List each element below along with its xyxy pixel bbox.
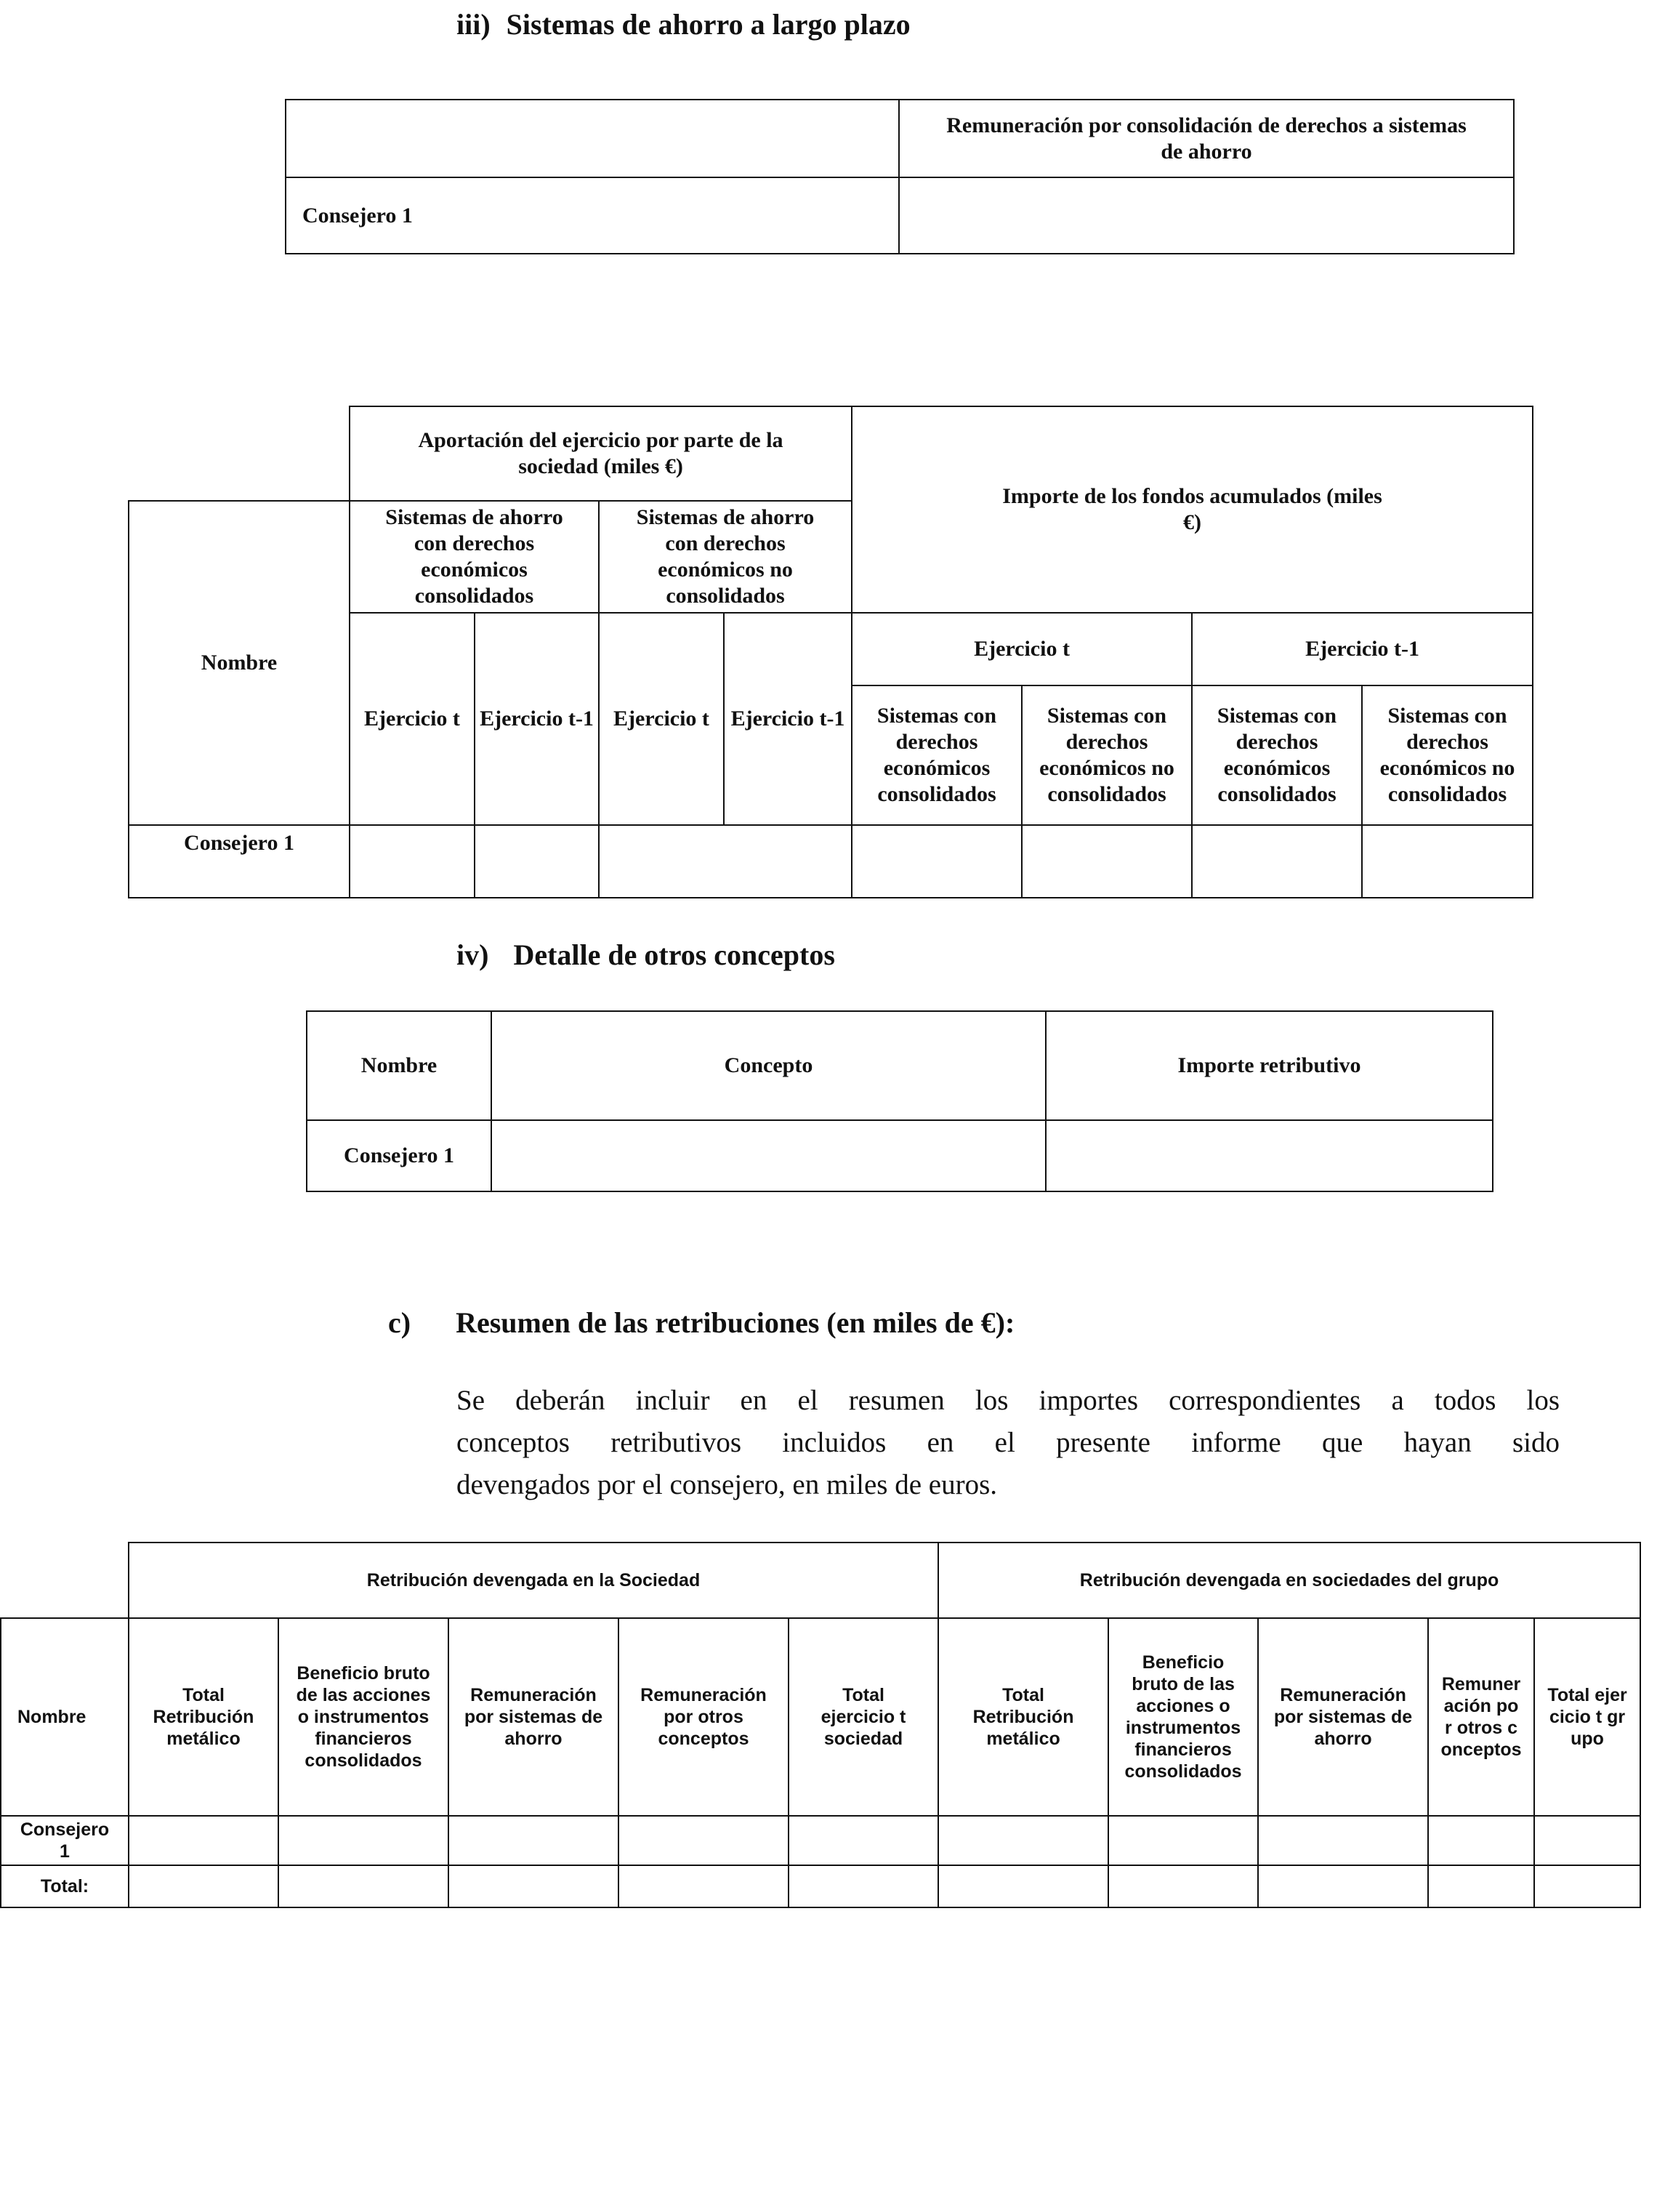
consejero-name-cell: Consejero 1 xyxy=(307,1120,491,1191)
sociedad-col-header: Total ejercicio t sociedad xyxy=(789,1618,938,1816)
grupo-col-header: Total Retribución metálico xyxy=(938,1618,1108,1816)
grupo-group-header: Retribución devengada en sociedades del grupo xyxy=(938,1543,1640,1618)
total-value-cell xyxy=(278,1865,448,1907)
grupo-col-header: Total ejercicio t grupo xyxy=(1534,1618,1640,1816)
section-c-heading xyxy=(388,1306,1015,1340)
nombre-header: Nombre xyxy=(307,1011,491,1120)
grupo-col-header: Remuneración por sistemas de ahorro xyxy=(1258,1618,1428,1816)
value-cell xyxy=(1022,825,1192,898)
section-iii-number: iii) xyxy=(456,8,491,41)
corner-blank xyxy=(1,1543,129,1618)
fondos-t1-consolidados: Sistemas con derechos económicos consolidados xyxy=(1192,685,1362,825)
total-value-cell xyxy=(1258,1865,1428,1907)
importe-value-cell xyxy=(1046,1120,1493,1191)
aportacion-con-ejercicio-t1: Ejercicio t-1 xyxy=(475,613,599,825)
paragraph-line: Se deberán incluir en el resumen los importes correspondientes a todos los xyxy=(456,1385,1560,1416)
total-value-cell xyxy=(1534,1865,1640,1907)
corner-blank xyxy=(129,406,350,501)
consejero-name-cell: Consejero 1 xyxy=(286,177,899,254)
value-cell xyxy=(1258,1816,1428,1865)
section-iii-heading xyxy=(456,7,911,41)
sociedad-group-header: Retribución devengada en la Sociedad xyxy=(129,1543,938,1618)
empty-header-cell xyxy=(286,100,899,177)
value-cell xyxy=(1534,1816,1640,1865)
nombre-header: Nombre xyxy=(1,1618,129,1816)
consejero-name-cell: Consejero 1 xyxy=(1,1816,129,1865)
importe-fondos-header: Importe de los fondos acumulados (miles €) xyxy=(852,406,1533,613)
no-consolidados-header: Sistemas de ahorro con derechos económicos no consolidados xyxy=(599,501,852,613)
paragraph-line: conceptos retributivos incluidos en el presente informe que hayan sido xyxy=(456,1427,1560,1458)
total-value-cell xyxy=(448,1865,618,1907)
sociedad-col-header: Remuneración por sistemas de ahorro xyxy=(448,1618,618,1816)
con-consolidados-header: Sistemas de ahorro con derechos económicos consolidados xyxy=(350,501,599,613)
value-cell xyxy=(1428,1816,1534,1865)
concepto-header: Concepto xyxy=(491,1011,1046,1120)
importe-retributivo-header: Importe retributivo xyxy=(1046,1011,1493,1120)
consolidacion-value-cell xyxy=(899,177,1514,254)
total-value-cell xyxy=(1428,1865,1534,1907)
fondos-t-consolidados: Sistemas con derechos económicos consolidados xyxy=(852,685,1022,825)
fondos-t1-no-consolidados: Sistemas con derechos económicos no consolidados xyxy=(1362,685,1533,825)
section-c-paragraph xyxy=(456,1380,1560,1506)
consolidacion-header: Remuneración por consolidación de derechos a sistemas de ahorro xyxy=(899,100,1514,177)
grupo-col-header: Beneficio bruto de las acciones o instrumentos financieros consolidados xyxy=(1108,1618,1258,1816)
grupo-col-header: Remuneración por otros conceptos xyxy=(1428,1618,1534,1816)
concepto-value-cell xyxy=(491,1120,1046,1191)
total-value-cell xyxy=(789,1865,938,1907)
value-cell xyxy=(938,1816,1108,1865)
section-iv-heading xyxy=(456,938,835,972)
aportacion-no-ejercicio-t: Ejercicio t xyxy=(599,613,724,825)
sociedad-col-header: Beneficio bruto de las acciones o instrumentos financieros consolidados xyxy=(278,1618,448,1816)
section-iv-number: iv) xyxy=(456,938,489,971)
value-cell xyxy=(789,1816,938,1865)
value-cell xyxy=(350,825,475,898)
section-iii-title: Sistemas de ahorro a largo plazo xyxy=(506,8,911,41)
nombre-header: Nombre xyxy=(129,501,350,825)
value-cell xyxy=(475,825,599,898)
fondos-t-no-consolidados: Sistemas con derechos económicos no consolidados xyxy=(1022,685,1192,825)
value-cell xyxy=(618,1816,789,1865)
aportacion-con-ejercicio-t: Ejercicio t xyxy=(350,613,475,825)
value-cell xyxy=(1108,1816,1258,1865)
resumen-table xyxy=(0,1542,1641,1908)
section-c-number: c) xyxy=(388,1306,411,1339)
sociedad-col-header: Remuneración por otros conceptos xyxy=(618,1618,789,1816)
value-cell xyxy=(852,825,1022,898)
total-label-cell: Total: xyxy=(1,1865,129,1907)
value-cell xyxy=(448,1816,618,1865)
value-cell xyxy=(278,1816,448,1865)
fondos-ejercicio-t1-header: Ejercicio t-1 xyxy=(1192,613,1533,685)
total-value-cell xyxy=(938,1865,1108,1907)
value-cell xyxy=(129,1816,278,1865)
section-c-title: Resumen de las retribuciones (en miles de €): xyxy=(456,1306,1015,1339)
otros-conceptos-table xyxy=(306,1010,1493,1192)
aportacion-no-ejercicio-t1: Ejercicio t-1 xyxy=(724,613,852,825)
total-value-cell xyxy=(618,1865,789,1907)
paragraph-line: devengados por el consejero, en miles de euros. xyxy=(456,1469,998,1500)
value-cell xyxy=(1192,825,1362,898)
value-cell xyxy=(1362,825,1533,898)
consejero-name-cell: Consejero 1 xyxy=(129,825,350,898)
consolidacion-table xyxy=(285,99,1515,254)
fondos-ejercicio-t-header: Ejercicio t xyxy=(852,613,1192,685)
total-value-cell xyxy=(129,1865,278,1907)
section-iv-title: Detalle de otros conceptos xyxy=(513,938,835,971)
sociedad-col-header: Total Retribución metálico xyxy=(129,1618,278,1816)
value-cell xyxy=(599,825,852,898)
fondos-table xyxy=(128,406,1533,898)
aportacion-header: Aportación del ejercicio por parte de la sociedad (miles €) xyxy=(350,406,852,501)
total-value-cell xyxy=(1108,1865,1258,1907)
